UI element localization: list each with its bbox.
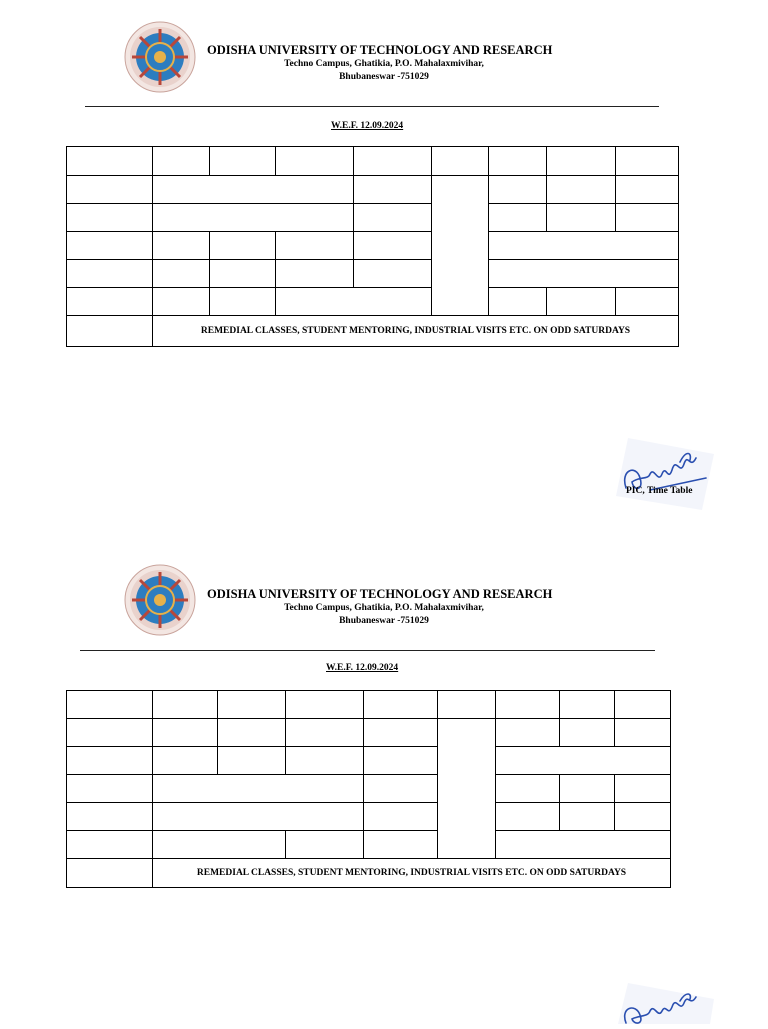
table-cell (67, 316, 153, 347)
university-logo (123, 20, 197, 94)
table-cell (616, 147, 679, 176)
table-cell (67, 747, 153, 775)
table-cell (276, 147, 354, 176)
table-cell (67, 691, 153, 719)
table-cell (153, 747, 218, 775)
table-cell (364, 719, 438, 747)
table-cell (153, 803, 364, 831)
table-cell (276, 288, 432, 316)
table-cell (153, 204, 354, 232)
table-cell (67, 176, 153, 204)
table-cell (438, 691, 496, 719)
timetable-row (67, 232, 679, 260)
university-header (207, 43, 567, 84)
table-cell (489, 176, 547, 204)
table-cell (496, 747, 671, 775)
table-cell (496, 691, 560, 719)
table-cell (616, 176, 679, 204)
address-line-2: Bhubaneswar -751029 (339, 72, 429, 82)
table-cell (615, 691, 671, 719)
table-cell (547, 147, 616, 176)
table-cell (210, 288, 276, 316)
table-cell (153, 260, 210, 288)
table-cell (67, 803, 153, 831)
table-cell (496, 719, 560, 747)
table-cell (364, 691, 438, 719)
table-cell (67, 859, 153, 888)
signature-stamp (610, 430, 720, 515)
table-cell (67, 719, 153, 747)
table-cell (489, 260, 679, 288)
table-cell (153, 831, 286, 859)
table-cell (616, 288, 679, 316)
table-cell (489, 232, 679, 260)
table-cell (547, 288, 616, 316)
table-cell (354, 147, 432, 176)
timetable-row (67, 859, 671, 888)
header-divider (80, 650, 655, 651)
table-cell (153, 147, 210, 176)
university-logo (123, 563, 197, 637)
table-cell (560, 803, 615, 831)
saturday-note: REMEDIAL CLASSES, STUDENT MENTORING, INDUSTRIAL VISITS ETC. ON ODD SATURDAYS (153, 316, 679, 347)
table-cell (547, 176, 616, 204)
timetable-row (67, 803, 671, 831)
table-cell (153, 691, 218, 719)
table-cell (153, 288, 210, 316)
timetable-row (67, 147, 679, 176)
address-line-2: Bhubaneswar -751029 (339, 616, 429, 626)
table-cell (496, 831, 671, 859)
timetable-row (67, 288, 679, 316)
table-cell (286, 747, 364, 775)
table-cell (616, 204, 679, 232)
table-cell (286, 691, 364, 719)
address-line-1: Techno Campus, Ghatikia, P.O. Mahalaxmivihar, (284, 59, 484, 69)
table-cell (218, 691, 286, 719)
table-cell (496, 803, 560, 831)
table-cell (489, 288, 547, 316)
table-cell (615, 719, 671, 747)
table-cell (67, 147, 153, 176)
timetable-row (67, 747, 671, 775)
table-cell (354, 232, 432, 260)
table-cell (153, 232, 210, 260)
header-divider (85, 106, 659, 107)
table-cell (67, 232, 153, 260)
timetable-row (67, 204, 679, 232)
table-cell (364, 775, 438, 803)
table-cell (560, 719, 615, 747)
signature-stamp (610, 975, 720, 1029)
address-line-1: Techno Campus, Ghatikia, P.O. Mahalaxmivihar, (284, 603, 484, 613)
timetable-row (67, 316, 679, 347)
timetable-grid (66, 690, 671, 888)
table-cell (432, 147, 489, 176)
table-cell (153, 719, 218, 747)
timetable-row (67, 176, 679, 204)
timetable-row (67, 691, 671, 719)
saturday-note: REMEDIAL CLASSES, STUDENT MENTORING, INDUSTRIAL VISITS ETC. ON ODD SATURDAYS (153, 859, 671, 888)
table-cell (210, 232, 276, 260)
wef-date: W.E.F. 12.09.2024 (326, 663, 399, 673)
table-cell (276, 232, 354, 260)
table-cell (67, 260, 153, 288)
timetable-row (67, 775, 671, 803)
timetable-row (67, 831, 671, 859)
table-cell (153, 176, 354, 204)
table-cell (489, 204, 547, 232)
break-cell (438, 719, 496, 859)
table-cell (286, 719, 364, 747)
table-cell (489, 147, 547, 176)
table-cell (615, 803, 671, 831)
table-cell (276, 260, 354, 288)
table-cell (496, 775, 560, 803)
table-cell (354, 176, 432, 204)
table-cell (210, 147, 276, 176)
table-cell (67, 775, 153, 803)
university-header (207, 587, 567, 628)
timetable-row (67, 719, 671, 747)
table-cell (218, 747, 286, 775)
table-cell (286, 831, 364, 859)
table-cell (547, 204, 616, 232)
table-cell (354, 260, 432, 288)
table-cell (67, 288, 153, 316)
table-cell (67, 831, 153, 859)
table-cell (364, 831, 438, 859)
table-cell (354, 204, 432, 232)
table-cell (560, 775, 615, 803)
wef-date: W.E.F. 12.09.2024 (331, 121, 404, 131)
table-cell (153, 775, 364, 803)
timetable-grid (66, 146, 679, 347)
table-cell (218, 719, 286, 747)
pic-time-table-caption: PIC, Time Table (626, 486, 693, 496)
table-cell (364, 803, 438, 831)
table-cell (210, 260, 276, 288)
timetable-row (67, 260, 679, 288)
table-cell (615, 775, 671, 803)
table-cell (560, 691, 615, 719)
table-cell (364, 747, 438, 775)
university-name: ODISHA UNIVERSITY OF TECHNOLOGY AND RESEARCH (207, 43, 553, 57)
break-cell (432, 176, 489, 316)
table-cell (67, 204, 153, 232)
university-name: ODISHA UNIVERSITY OF TECHNOLOGY AND RESEARCH (207, 587, 553, 601)
